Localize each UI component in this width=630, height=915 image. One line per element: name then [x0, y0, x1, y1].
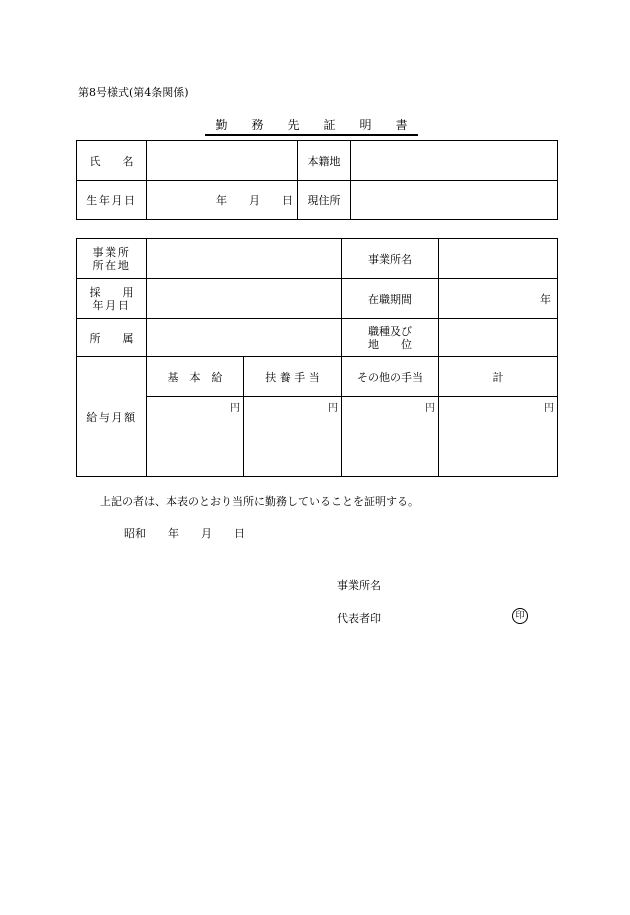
office-address-field[interactable] — [147, 239, 342, 279]
personal-info-table — [76, 140, 558, 220]
employment-table — [76, 238, 558, 477]
job-title-label: 職種及び 地 位 — [342, 319, 439, 357]
certification-statement: 上記の者は、本表のとおり当所に勤務していることを証明する。 — [100, 495, 419, 508]
basic-pay-field[interactable]: 円 — [147, 397, 244, 477]
office-name-label: 事業所名 — [342, 239, 439, 279]
office-name-field[interactable] — [439, 239, 558, 279]
name-field[interactable] — [147, 141, 298, 181]
seal-mark: 印 — [512, 608, 528, 624]
department-label: 所 属 — [77, 319, 147, 357]
salary-label: 給与月額 — [77, 357, 147, 477]
other-allowance-field[interactable]: 円 — [342, 397, 439, 477]
office-address-label: 事業所 所在地 — [77, 239, 147, 279]
representative-signature: 代表者印 — [337, 612, 381, 625]
job-title-field[interactable] — [439, 319, 558, 357]
department-field[interactable] — [147, 319, 342, 357]
other-allowance-header: その他の手当 — [342, 357, 439, 397]
domicile-label: 本籍地 — [298, 141, 351, 181]
family-allowance-header: 扶 養 手 当 — [244, 357, 342, 397]
name-label: 氏 名 — [77, 141, 147, 181]
address-field[interactable] — [351, 181, 558, 220]
total-field[interactable]: 円 — [439, 397, 558, 477]
hire-date-field[interactable] — [147, 279, 342, 319]
birth-date-label: 生年月日 — [77, 181, 147, 220]
birth-date-units: 年 月 日 — [216, 194, 293, 207]
family-allowance-field[interactable]: 円 — [244, 397, 342, 477]
tenure-label: 在職期間 — [342, 279, 439, 319]
tenure-unit: 年 — [540, 292, 552, 306]
date-line: 昭和 年 月 日 — [124, 527, 245, 540]
hire-date-label: 採 用 年月日 — [77, 279, 147, 319]
form-number: 第8号様式(第4条関係) — [78, 86, 189, 99]
domicile-field[interactable] — [351, 141, 558, 181]
basic-pay-header: 基 本 給 — [147, 357, 244, 397]
birth-date-field[interactable] — [147, 181, 298, 220]
address-label: 現住所 — [298, 181, 351, 220]
tenure-field[interactable] — [439, 279, 558, 319]
office-name-signature: 事業所名 — [337, 579, 381, 592]
total-header: 計 — [439, 357, 558, 397]
page-title: 勤 務 先 証 明 書 — [205, 116, 418, 136]
